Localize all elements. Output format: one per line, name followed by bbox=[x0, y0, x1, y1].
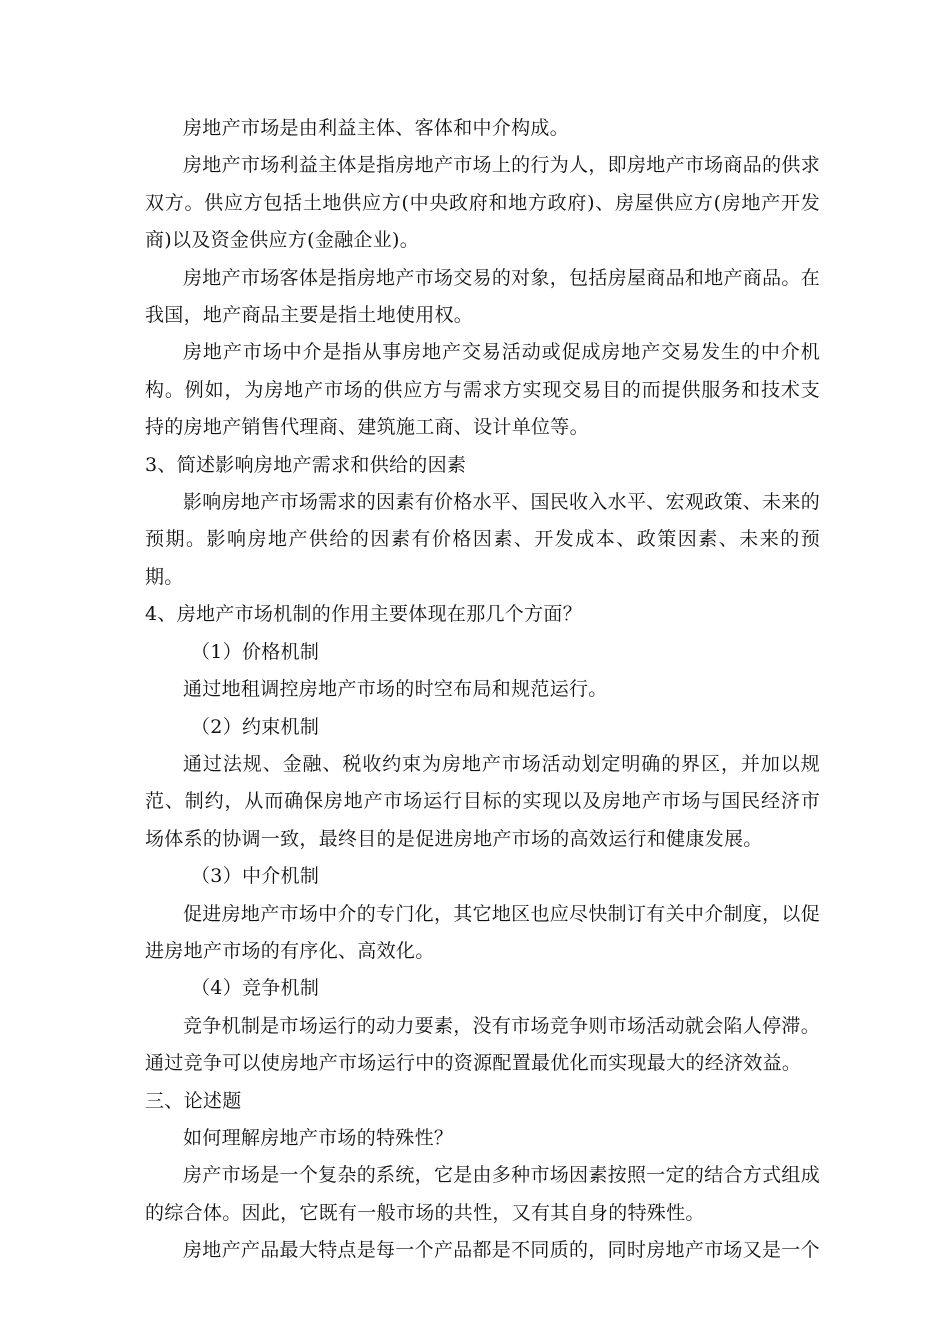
paragraph: 影响房地产市场需求的因素有价格水平、国民收入水平、宏观政策、未来的预期。影响房地产供给的因素有价格因素、开发成本、政策因素、未来的预期。 bbox=[145, 491, 820, 588]
subheading: （4）竞争机制 bbox=[191, 977, 320, 1000]
subheading: （1）价格机制 bbox=[191, 640, 320, 663]
question-text: 如何理解房地产市场的特殊性？ bbox=[183, 1126, 454, 1149]
subheading: （3）中介机制 bbox=[191, 865, 320, 888]
paragraph: 通过地租调控房地产市场的时空布局和规范运行。 bbox=[183, 678, 608, 701]
paragraph: 房产市场是一个复杂的系统，它是由多种市场因素按照一定的结合方式组成的综合体。因此，它既有一般市场的共性，又有其自身的特殊性。 bbox=[145, 1164, 820, 1224]
paragraph: 房地产市场利益主体是指房地产市场上的行为人，即房地产市场商品的供求双方。供应方包括土地供应方(中央政府和地方政府)、房屋供应方(房地产开发商)以及资金供应方(金融企业)。 bbox=[145, 154, 820, 252]
section-heading: 4、房地产市场机制的作用主要体现在那几个方面？ bbox=[145, 603, 582, 626]
section-heading: 三、论述题 bbox=[145, 1089, 242, 1112]
paragraph: 房地产产品最大特点是每一个产品都是不同质的，同时房地产市场又是一个 bbox=[183, 1239, 820, 1262]
paragraph: 房地产市场中介是指从事房地产交易活动或促成房地产交易发生的中介机构。例如，为房地产市场的供应方与需求方实现交易目的而提供服务和技术支持的房地产销售代理商、建筑施工商、设计单位等。 bbox=[145, 341, 820, 439]
subheading: （2）约束机制 bbox=[191, 715, 320, 738]
paragraph: 房地产市场客体是指房地产市场交易的对象，包括房屋商品和地产商品。在我国，地产商品主要是指土地使用权。 bbox=[145, 266, 820, 327]
section-heading: 3、简述影响房地产需求和供给的因素 bbox=[145, 453, 467, 476]
paragraph: 竞争机制是市场运行的动力要素，没有市场竞争则市场活动就会陷人停滞。通过竞争可以使房地产市场运行中的资源配置最优化而实现最大的经济效益。 bbox=[145, 1014, 820, 1075]
document-body bbox=[145, 110, 820, 1270]
paragraph: 房地产市场是由利益主体、客体和中介构成。 bbox=[183, 117, 570, 139]
paragraph: 通过法规、金融、税收约束为房地产市场活动划定明确的界区，并加以规范、制约，从而确保房地产市场运行目标的实现以及房地产市场与国民经济市场体系的协调一致，最终目的是促进房地产市场的高效运行和健康发展。 bbox=[145, 752, 820, 850]
paragraph: 促进房地产市场中介的专门化，其它地区也应尽快制订有关中介制度，以促进房地产市场的有序化、高效化。 bbox=[145, 902, 820, 962]
